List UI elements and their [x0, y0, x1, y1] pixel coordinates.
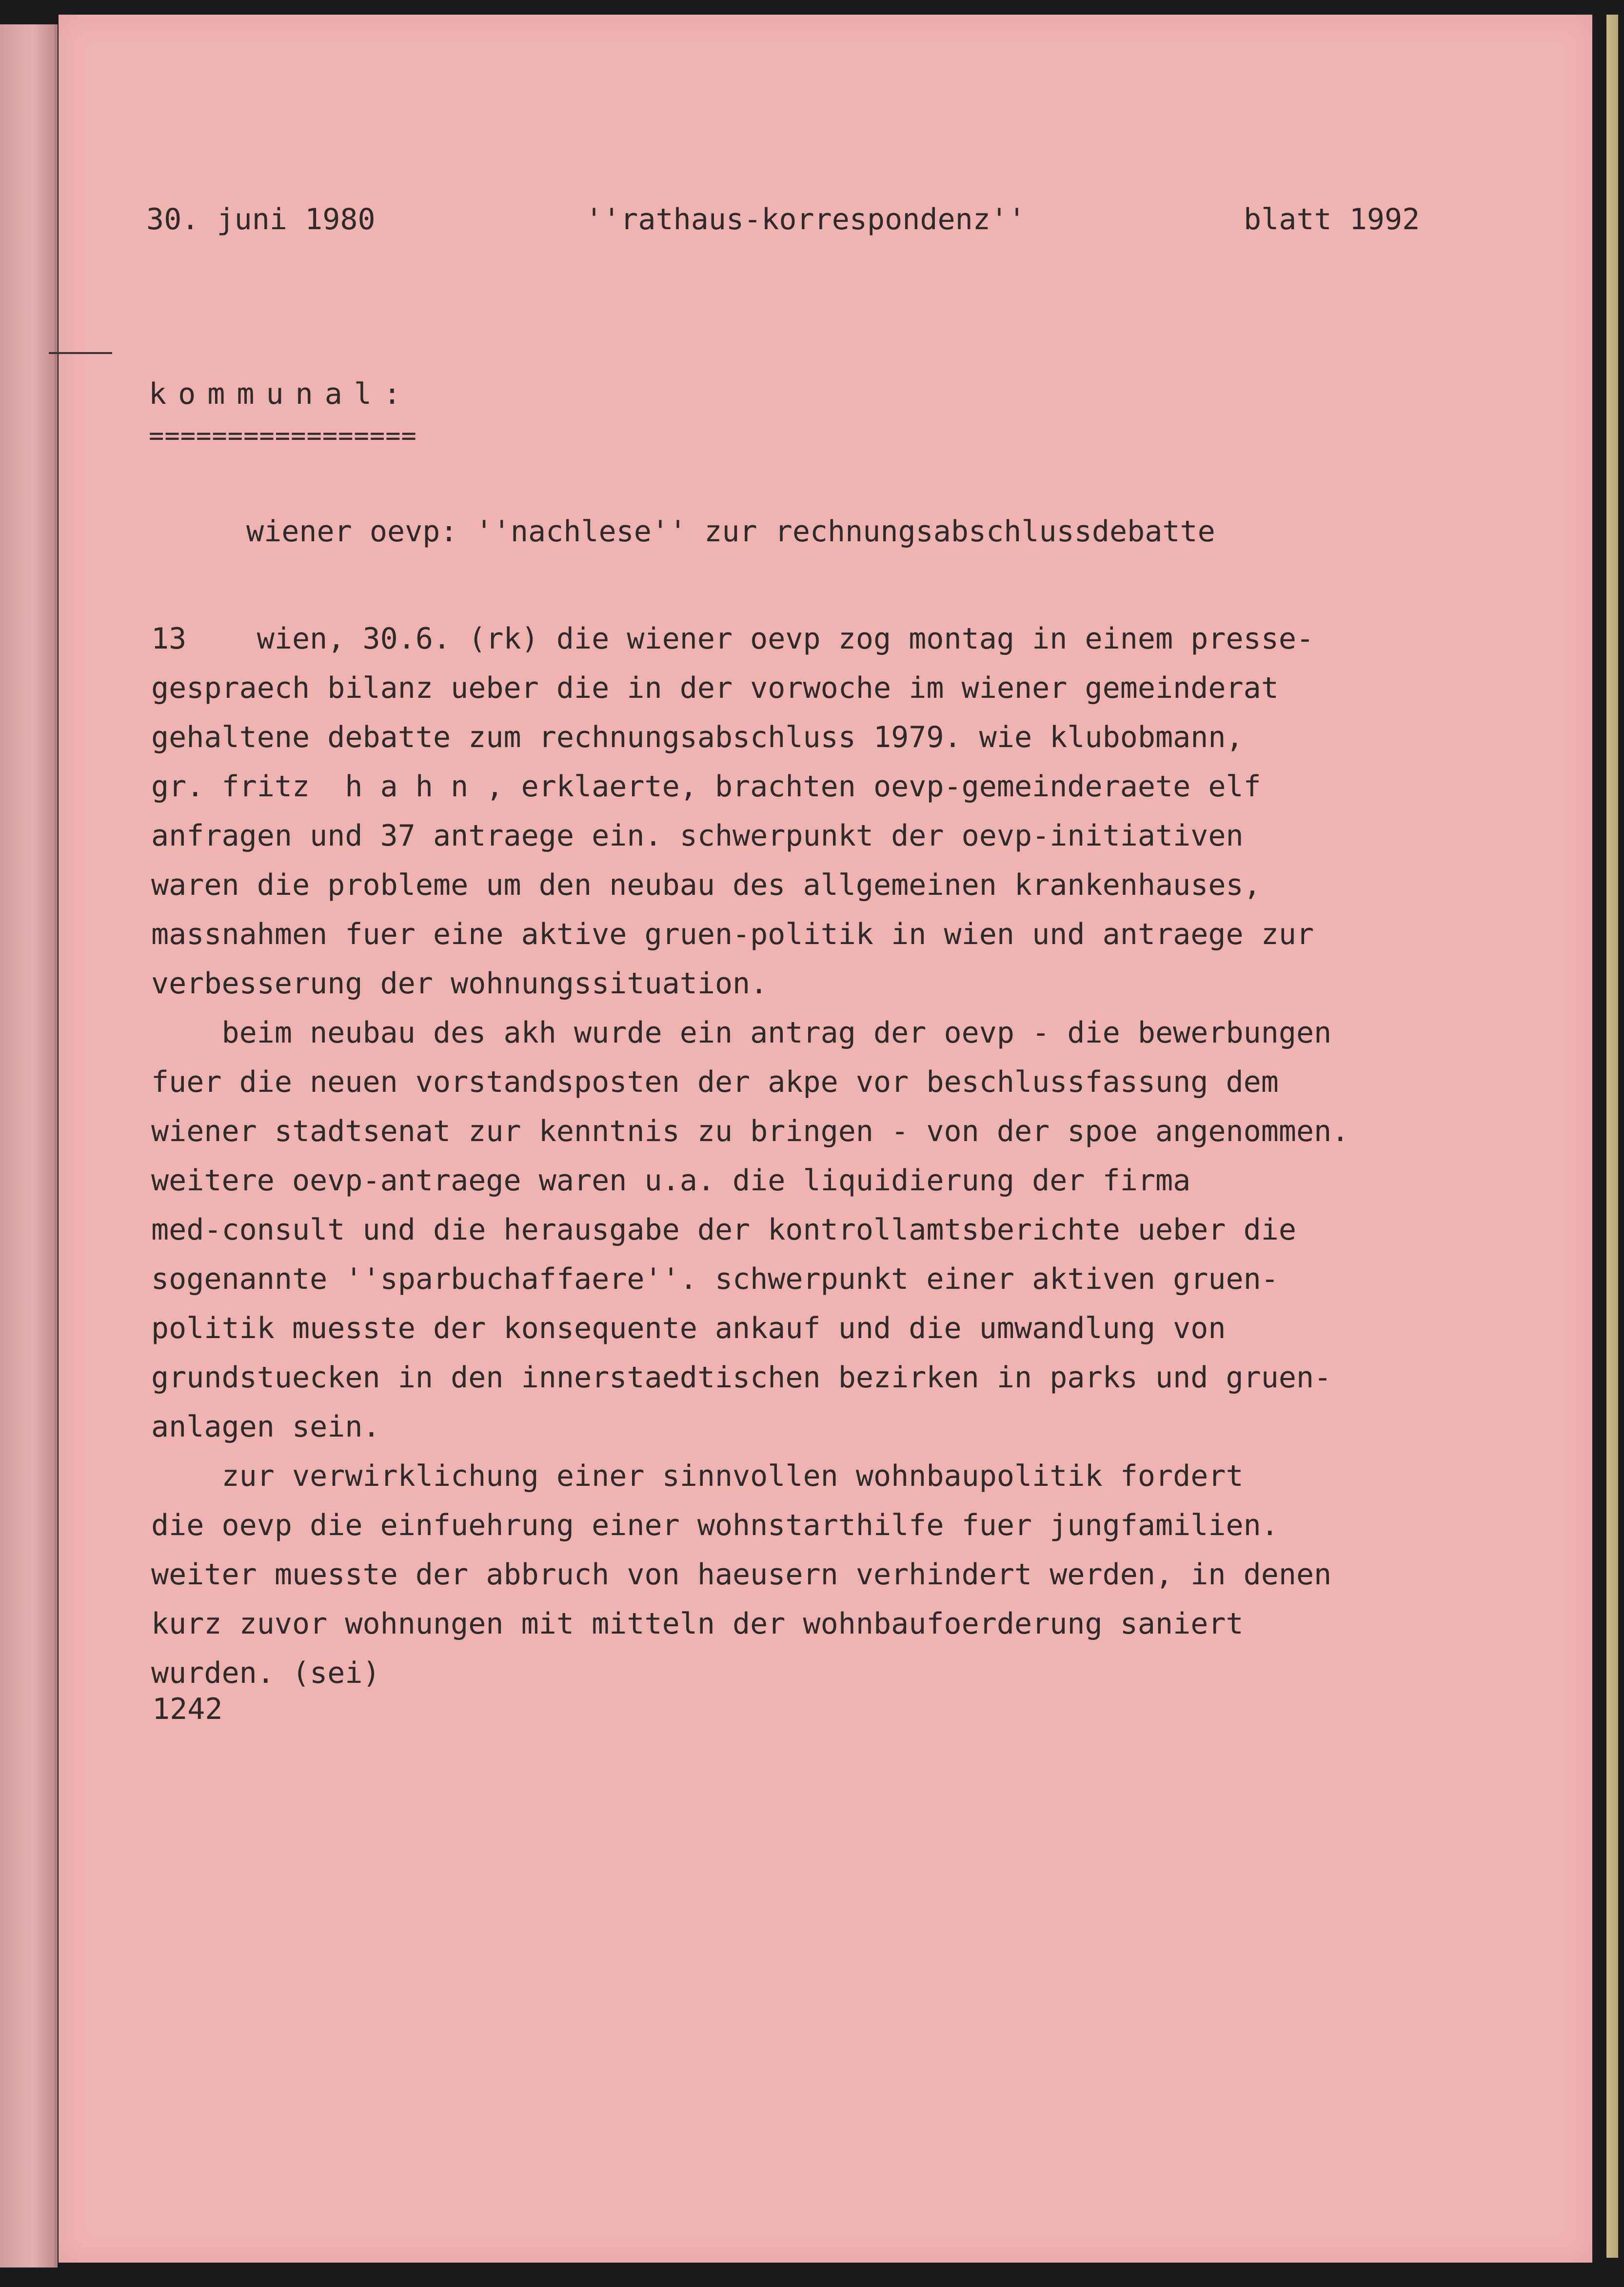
footer-code: 1242 — [152, 1692, 223, 1726]
body-line: politik muesste der konsequente ankauf und die umwandlung von — [151, 1311, 1226, 1345]
body-line: anfragen und 37 antraege ein. schwerpunkt der oevp-initiativen — [151, 819, 1244, 853]
section-label: kommunal: — [149, 377, 413, 411]
body-line: 13 wien, 30.6. (rk) die wiener oevp zog montag in einem presse- — [151, 622, 1314, 656]
body-line: gr. fritz h a h n , erklaerte, brachten oevp-gemeinderaete elf — [151, 769, 1261, 804]
body-line: kurz zuvor wohnungen mit mitteln der wohnbaufoerderung saniert — [151, 1607, 1244, 1641]
body-line: weiter muesste der abbruch von haeusern verhindert werden, in denen — [151, 1558, 1332, 1592]
header-sheet-number: blatt 1992 — [1244, 202, 1420, 237]
body-line: wurden. (sei) — [151, 1656, 380, 1690]
header-date: 30. juni 1980 — [146, 202, 376, 237]
section-underline: ================= — [149, 421, 417, 451]
margin-mark — [49, 352, 112, 354]
body-line: gespraech bilanz ueber die in der vorwoche im wiener gemeinderat — [151, 671, 1279, 705]
body-line: massnahmen fuer eine aktive gruen-politik in wien und antraege zur — [151, 917, 1314, 951]
page-edge-stack — [1606, 15, 1618, 2258]
body-line: zur verwirklichung einer sinnvollen wohnbaupolitik fordert — [151, 1459, 1244, 1493]
body-line: die oevp die einfuehrung einer wohnstarthilfe fuer jungfamilien. — [151, 1508, 1279, 1542]
facing-page-edge — [0, 24, 58, 2267]
body-line: beim neubau des akh wurde ein antrag der oevp - die bewerbungen — [151, 1016, 1332, 1050]
body-line: verbesserung der wohnungssituation. — [151, 966, 768, 1001]
body-line: grundstuecken in den innerstaedtischen bezirken in parks und gruen- — [151, 1360, 1332, 1395]
article-body — [151, 614, 1541, 1698]
article-headline: wiener oevp: ''nachlese'' zur rechnungsabschlussdebatte — [246, 514, 1215, 549]
body-line: gehaltene debatte zum rechnungsabschluss 1979. wie klubobmann, — [151, 720, 1244, 754]
body-line: wiener stadtsenat zur kenntnis zu bringen - von der spoe angenommen. — [151, 1114, 1349, 1148]
header-publication: ''rathaus-korrespondenz'' — [585, 202, 1026, 237]
body-line: anlagen sein. — [151, 1410, 380, 1444]
body-line: waren die probleme um den neubau des allgemeinen krankenhauses, — [151, 868, 1261, 902]
body-line: fuer die neuen vorstandsposten der akpe vor beschlussfassung dem — [151, 1065, 1279, 1099]
body-line: sogenannte ''sparbuchaffaere''. schwerpunkt einer aktiven gruen- — [151, 1262, 1279, 1296]
body-line: med-consult und die herausgabe der kontrollamtsberichte ueber die — [151, 1213, 1296, 1247]
body-line: weitere oevp-antraege waren u.a. die liquidierung der firma — [151, 1163, 1191, 1198]
